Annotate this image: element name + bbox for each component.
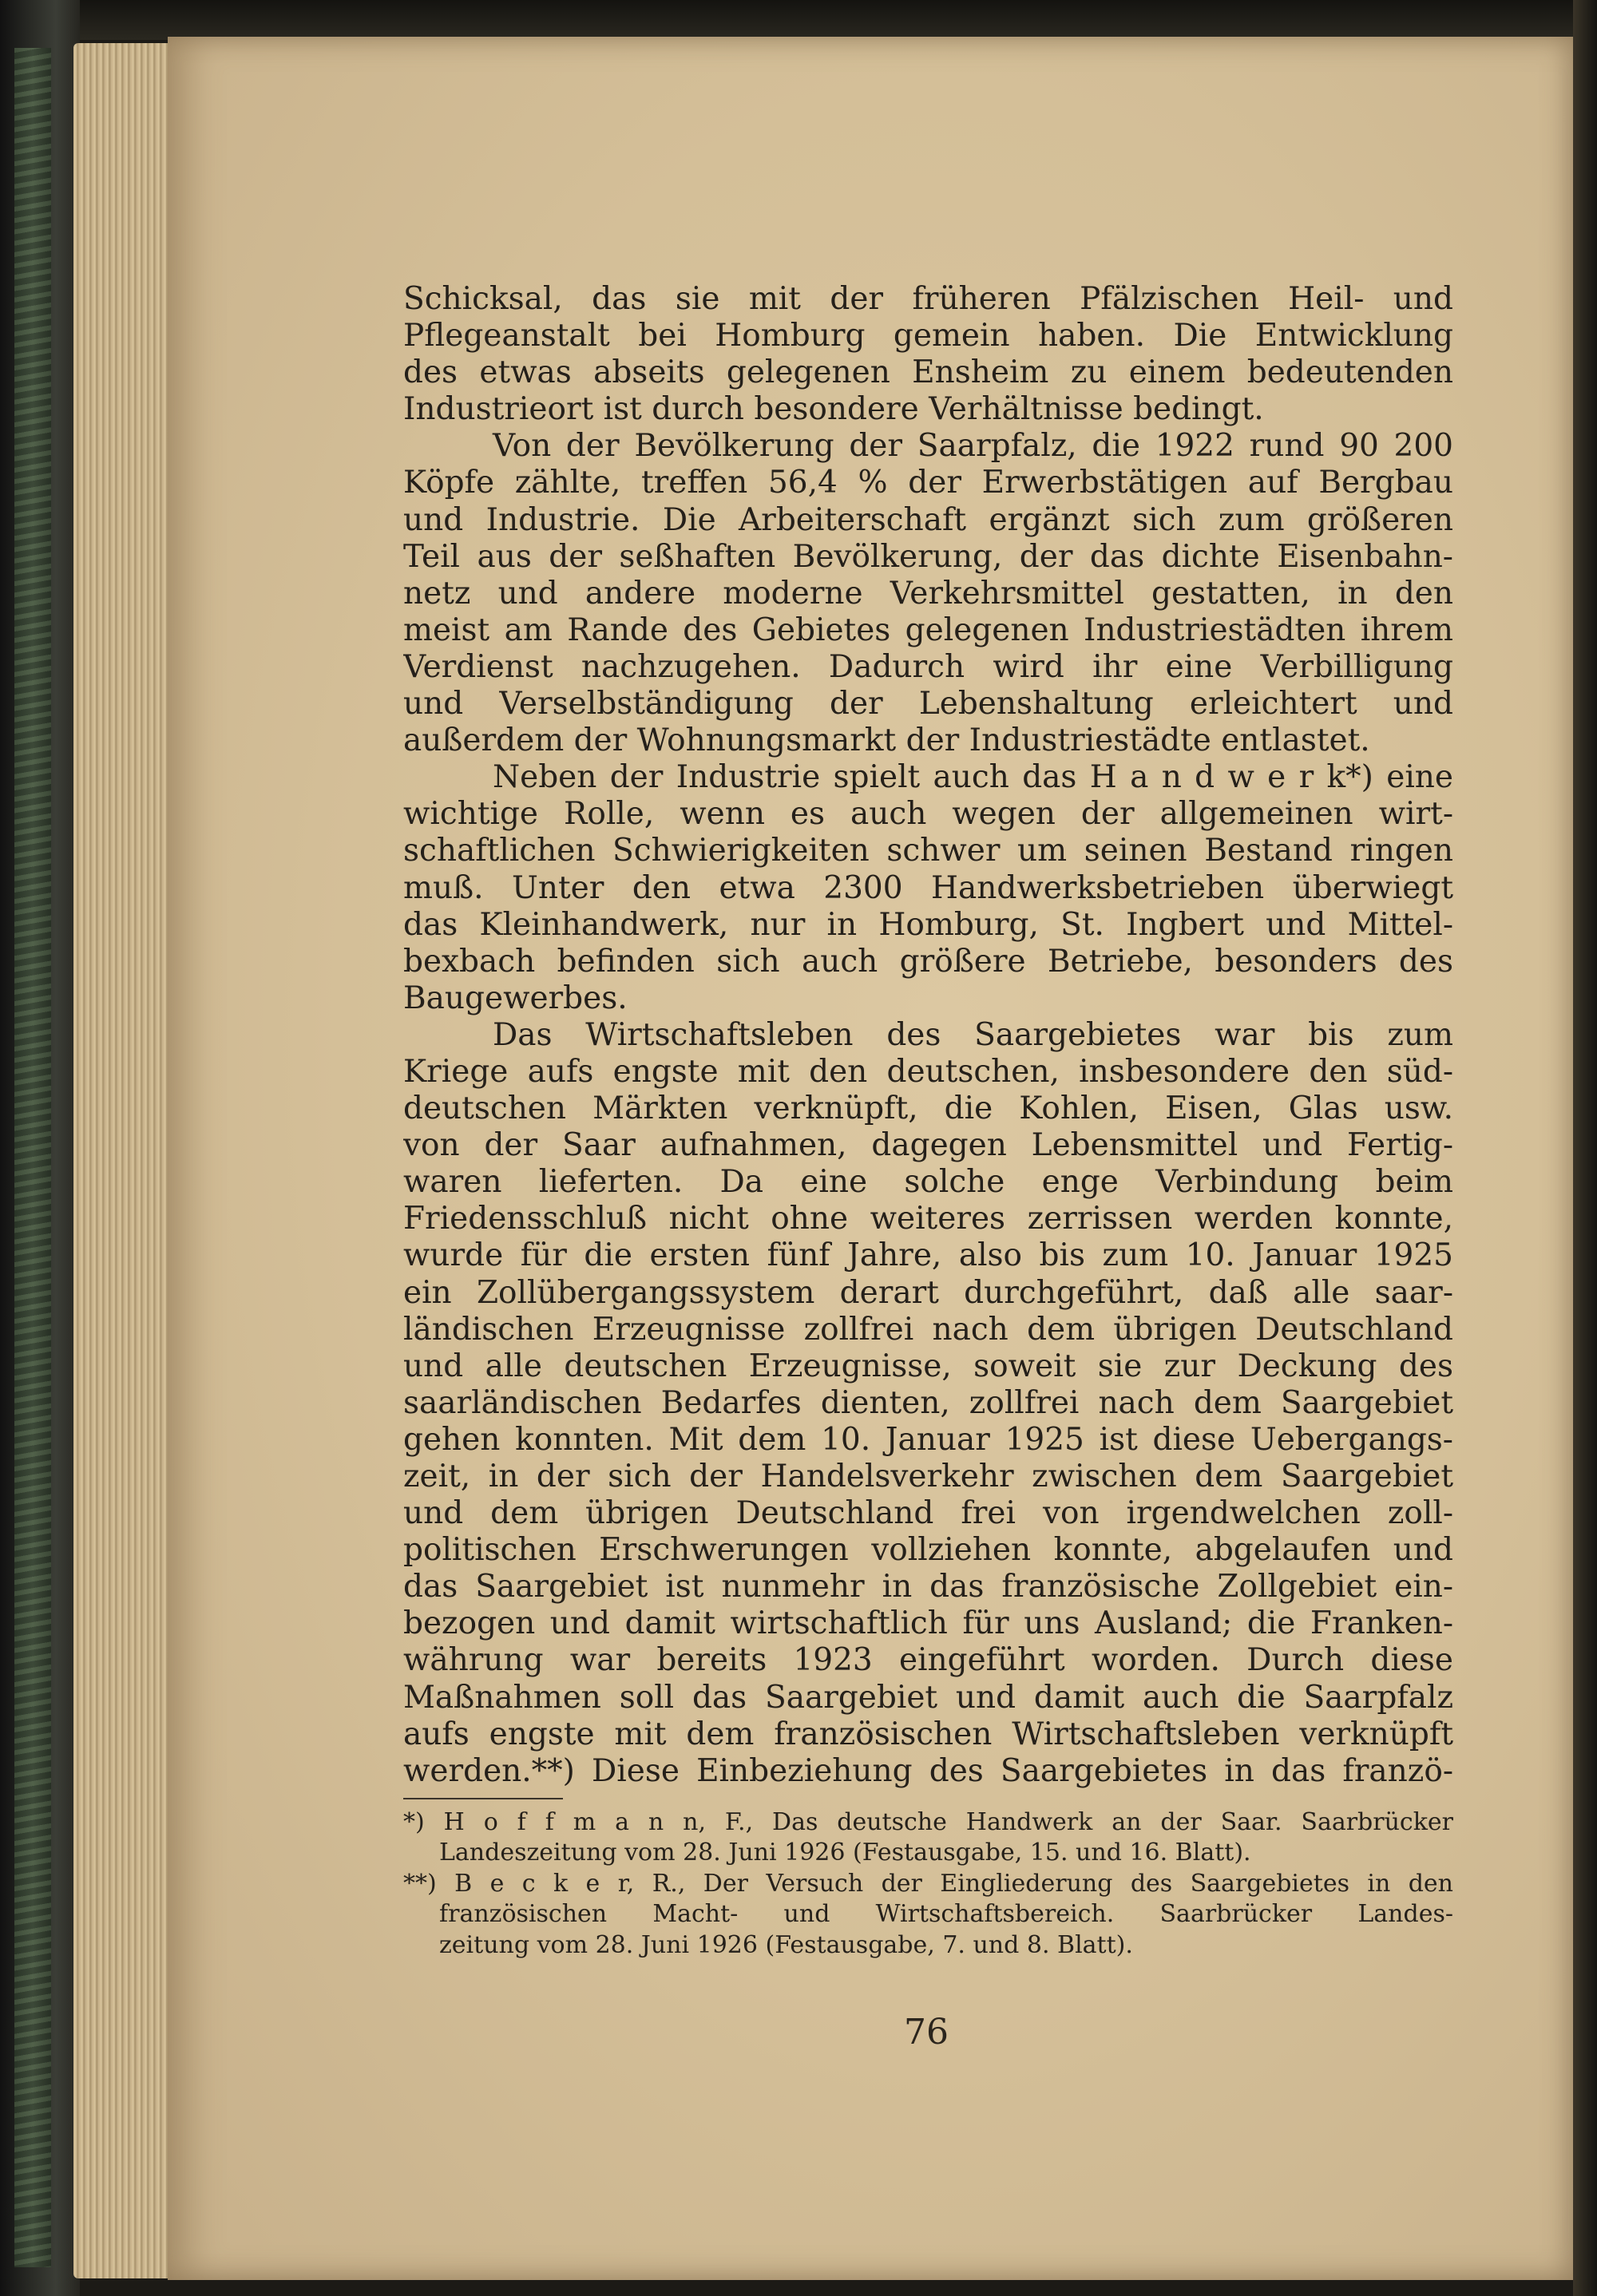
text-line: werden.**) Diese Einbeziehung des Saargebietes in das franzö- bbox=[403, 1752, 1453, 1789]
text-line: saarländischen Bedarfes dienten, zollfrei nach dem Saargebiet bbox=[403, 1384, 1453, 1421]
text-line: meist am Rande des Gebietes gelegenen Industriestädten ihrem bbox=[403, 612, 1453, 648]
text-line: und alle deutschen Erzeugnisse, soweit sie zur Deckung des bbox=[403, 1348, 1453, 1384]
text-line: netz und andere moderne Verkehrsmittel gestatten, in den bbox=[403, 575, 1453, 612]
text-line: bezogen und damit wirtschaftlich für uns Ausland; die Franken- bbox=[403, 1605, 1453, 1642]
footnote-line: **) B e c k e r, R., Der Versuch der Eingliederung des Saargebietes in den bbox=[403, 1869, 1453, 1898]
text-line: Das Wirtschaftsleben des Saargebietes war bis zum bbox=[493, 1016, 1453, 1053]
stacked-page-edges bbox=[73, 43, 177, 2278]
text-line: Pflegeanstalt bei Homburg gemein haben. Die Entwicklung bbox=[403, 318, 1453, 354]
text-line: des etwas abseits gelegenen Ensheim zu einem bedeutenden bbox=[403, 354, 1453, 391]
text-line: Verdienst nachzugehen. Dadurch wird ihr eine Verbilligung bbox=[403, 648, 1453, 685]
text-line: das Saargebiet ist nunmehr in das französische Zollgebiet ein- bbox=[403, 1569, 1453, 1605]
text-line: deutschen Märkten verknüpft, die Kohlen, Eisen, Glas usw. bbox=[403, 1091, 1453, 1127]
page-number: 76 bbox=[904, 2012, 949, 2053]
text-line: wurde für die ersten fünf Jahre, also bis zum 10. Januar 1925 bbox=[403, 1237, 1453, 1274]
text-line: außerdem der Wohnungsmarkt der Industriestädte entlastet. bbox=[403, 722, 1370, 759]
footnote-divider bbox=[403, 1798, 563, 1799]
footnote-line: *) H o f f m a n n, F., Das deutsche Handwerk an der Saar. Saarbrücker bbox=[403, 1807, 1453, 1836]
text-line: ein Zollübergangssystem derart durchgeführt, daß alle saar- bbox=[403, 1274, 1453, 1311]
text-line: und Verselbständigung der Lebenshaltung erleichtert und bbox=[403, 686, 1453, 722]
footnote-line: französischen Macht- und Wirtschaftsbereich. Saarbrücker Landes- bbox=[439, 1900, 1453, 1929]
marbled-cover-strip bbox=[14, 48, 51, 2267]
scan-background-top bbox=[80, 0, 1597, 40]
text-line: ländischen Erzeugnisse zollfrei nach dem übrigen Deutschland bbox=[403, 1311, 1453, 1348]
page-text bbox=[403, 281, 1453, 1961]
text-line: Maßnahmen soll das Saargebiet und damit auch die Saarpfalz bbox=[403, 1679, 1453, 1716]
text-line: Friedensschluß nicht ohne weiteres zerrissen werden konnte, bbox=[403, 1201, 1453, 1237]
footnote-line: zeitung vom 28. Juni 1926 (Festausgabe, 7. und 8. Blatt). bbox=[439, 1930, 1133, 1959]
text-line: schaftlichen Schwierigkeiten schwer um seinen Bestand ringen bbox=[403, 833, 1453, 869]
text-line: Baugewerbes. bbox=[403, 980, 628, 1016]
text-line: gehen konnten. Mit dem 10. Januar 1925 ist diese Uebergangs- bbox=[403, 1421, 1453, 1458]
text-line: muß. Unter den etwa 2300 Handwerksbetrieben überwiegt bbox=[403, 869, 1453, 906]
text-line: politischen Erschwerungen vollziehen konnte, abgelaufen und bbox=[403, 1532, 1453, 1569]
text-line: Köpfe zählte, treffen 56,4 % der Erwerbstätigen auf Bergbau bbox=[403, 465, 1453, 501]
text-line: zeit, in der sich der Handelsverkehr zwischen dem Saargebiet bbox=[403, 1459, 1453, 1494]
text-line: Kriege aufs engste mit den deutschen, insbesondere den süd- bbox=[403, 1053, 1453, 1090]
text-line: Neben der Industrie spielt auch das H a n d w e r k*) eine bbox=[493, 759, 1453, 796]
text-line: bexbach befinden sich auch größere Betriebe, besonders des bbox=[403, 943, 1453, 980]
text-line: von der Saar aufnahmen, dagegen Lebensmittel und Fertig- bbox=[403, 1127, 1453, 1164]
text-line: waren lieferten. Da eine solche enge Verbindung beim bbox=[403, 1164, 1453, 1201]
text-line: Teil aus der seßhaften Bevölkerung, der das dichte Eisenbahn- bbox=[403, 538, 1453, 575]
text-line: Schicksal, das sie mit der früheren Pfälzischen Heil- und bbox=[403, 281, 1453, 317]
text-line: währung war bereits 1923 eingeführt worden. Durch diese bbox=[403, 1642, 1453, 1679]
text-line: das Kleinhandwerk, nur in Homburg, St. Ingbert und Mittel- bbox=[403, 906, 1453, 943]
footnote-line: Landeszeitung vom 28. Juni 1926 (Festausgabe, 15. und 16. Blatt). bbox=[439, 1839, 1251, 1867]
text-line: und dem übrigen Deutschland frei von irgendwelchen zoll- bbox=[403, 1495, 1453, 1532]
text-line: Von der Bevölkerung der Saarpfalz, die 1922 rund 90 200 bbox=[493, 428, 1453, 465]
text-line: wichtige Rolle, wenn es auch wegen der allgemeinen wirt- bbox=[403, 796, 1453, 833]
text-line: und Industrie. Die Arbeiterschaft ergänzt sich zum größeren bbox=[403, 501, 1453, 538]
scan-background-right bbox=[1573, 0, 1597, 2296]
text-line: aufs engste mit dem französischen Wirtschaftsleben verknüpft bbox=[403, 1716, 1453, 1752]
text-line: Industrieort ist durch besondere Verhältnisse bedingt. bbox=[403, 391, 1264, 428]
